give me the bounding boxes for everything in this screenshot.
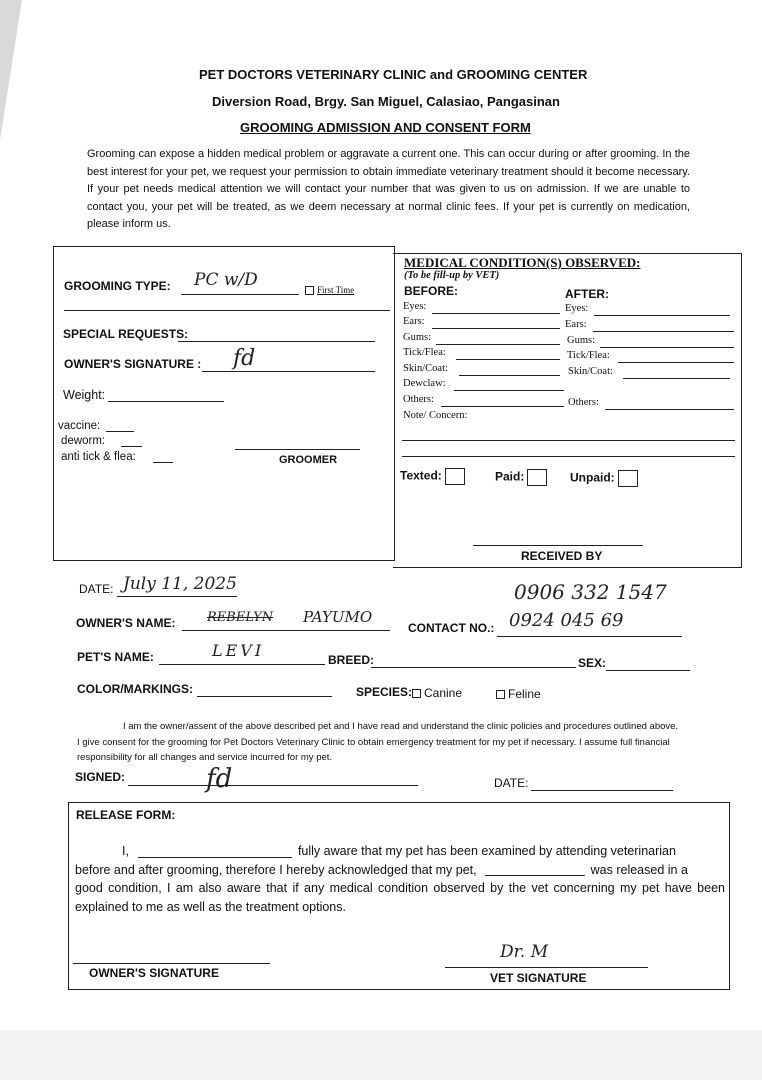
release-title: RELEASE FORM: <box>76 808 176 822</box>
special-requests-line[interactable] <box>178 341 375 342</box>
deworm-label: deworm: <box>61 435 106 447</box>
owner-last-name: PAYUMO <box>303 608 373 626</box>
sex-line[interactable] <box>606 670 690 671</box>
clinic-address: Diversion Road, Brgy. San Miguel, Calasiao, Pangasinan <box>212 94 560 109</box>
vaccine-label: vaccine: <box>58 420 101 432</box>
texted-option[interactable] <box>400 468 465 485</box>
medical-subtitle: (To be fill-up by VET) <box>404 270 500 281</box>
form-title: GROOMING ADMISSION AND CONSENT FORM <box>240 120 531 135</box>
after-label: AFTER: <box>565 287 609 301</box>
after-tick-line[interactable] <box>618 362 734 363</box>
clinic-name: PET DOCTORS VETERINARY CLINIC and GROOMING CENTER <box>199 67 588 82</box>
breed-line[interactable] <box>371 667 576 668</box>
release-line-1 <box>75 842 725 861</box>
consent-text: I am the owner/assent of the above described pet and I have read and understand the clinic policies and procedures outlined above. I give consent for the grooming for Pet Doctors Veterinary Clinic to obtain emergency treatment for my pet if necessary. I assume full financial responsibility for all changes and service incurred for my pet. <box>77 721 679 763</box>
after-gums-label: Gums: <box>567 335 596 346</box>
note-line-2[interactable] <box>402 456 735 457</box>
groomer-line[interactable] <box>235 449 360 450</box>
breed-label: BREED: <box>328 653 375 667</box>
before-label: BEFORE: <box>404 284 458 298</box>
after-tick-label: Tick/Flea: <box>567 350 610 361</box>
owner-name-line[interactable] <box>182 630 390 631</box>
paid-option[interactable] <box>495 469 547 486</box>
feline-label: Feline <box>508 687 541 701</box>
before-eyes-line[interactable] <box>432 313 560 314</box>
first-time-option[interactable] <box>305 285 354 295</box>
before-skin-label: Skin/Coat: <box>403 363 448 374</box>
date-line[interactable] <box>117 596 237 597</box>
unpaid-label: Unpaid: <box>570 470 615 485</box>
signed-date-label: DATE: <box>494 776 529 790</box>
before-gums-line[interactable] <box>436 344 560 345</box>
weight-label: Weight: <box>63 388 106 402</box>
intro-paragraph: Grooming can expose a hidden medical problem or aggravate a current one. This can occur during or after grooming. In the best interest for your pet, we request your permission to obtain immediate veterinary treatment should it become necessary. If your pet needs medical attention we will contact your number that was given to us on admission. If we are unable to contact you, your pet will be treated, as we deem necessary at normal clinic fees. If your pet is currently on medication, please inform us. <box>87 148 690 231</box>
canine-label: Canine <box>424 686 463 700</box>
paid-checkbox[interactable] <box>527 469 547 486</box>
pet-name-value: LEVI <box>212 641 265 660</box>
texted-label: Texted: <box>400 468 442 483</box>
date-label: DATE: <box>79 582 114 596</box>
after-skin-line[interactable] <box>623 378 730 379</box>
signed-date-line[interactable] <box>531 790 673 791</box>
weight-line[interactable] <box>108 401 224 402</box>
owner-signature-line[interactable] <box>202 371 375 372</box>
after-eyes-line[interactable] <box>594 315 730 316</box>
first-time-label: First Time <box>317 285 355 295</box>
release-l2-a: before and after grooming, therefore I hereby acknowledged that my pet, <box>75 862 477 877</box>
special-requests-label: SPECIAL REQUESTS: <box>63 327 189 341</box>
after-skin-label: Skin/Coat: <box>568 366 613 377</box>
vet-signature-label: VET SIGNATURE <box>490 971 587 985</box>
after-ears-line[interactable] <box>593 331 734 332</box>
unpaid-checkbox[interactable] <box>618 470 638 487</box>
vaccine-line[interactable] <box>106 431 134 432</box>
anti-tick-label: anti tick & flea: <box>61 451 136 463</box>
anti-tick-line[interactable] <box>153 462 173 463</box>
release-owner-signature-label: OWNER'S SIGNATURE <box>89 966 219 980</box>
sex-label: SEX: <box>578 656 607 670</box>
date-value: July 11, 2025 <box>123 574 237 594</box>
texted-checkbox[interactable] <box>445 468 465 485</box>
after-others-label: Others: <box>568 397 599 408</box>
owner-name-label: OWNER'S NAME: <box>76 616 176 630</box>
release-l3: good condition, I am also aware that if any medical condition observed by the vet concerning my pet have been explained to me as well as the treatment options. <box>75 881 725 914</box>
feline-option[interactable] <box>496 687 541 701</box>
folded-corner <box>0 0 22 140</box>
before-dewclaw-label: Dewclaw: <box>403 378 446 389</box>
color-markings-label: COLOR/MARKINGS: <box>77 682 193 696</box>
grooming-type-label: GROOMING TYPE: <box>64 279 171 293</box>
vet-signature-line[interactable] <box>445 967 648 968</box>
after-others-line[interactable] <box>605 409 734 410</box>
paid-label: Paid: <box>495 469 525 484</box>
release-text <box>75 842 725 916</box>
after-gums-line[interactable] <box>600 347 734 348</box>
release-l2-b: was released in a <box>590 862 688 877</box>
contact-value: 0924 045 69 <box>509 610 624 631</box>
signed-label: SIGNED: <box>75 770 126 784</box>
signed-value: fd <box>206 764 233 794</box>
before-tick-label: Tick/Flea: <box>403 347 446 358</box>
phone-handwritten: 0906 332 1547 <box>514 580 667 604</box>
feline-checkbox[interactable] <box>496 690 505 699</box>
canine-checkbox[interactable] <box>412 689 421 698</box>
grooming-type-line-2 <box>64 310 390 311</box>
before-gums-label: Gums: <box>403 332 432 343</box>
before-dewclaw-line[interactable] <box>454 390 564 391</box>
color-markings-line[interactable] <box>197 696 332 697</box>
canine-option[interactable] <box>412 686 462 700</box>
before-ears-label: Ears: <box>403 316 425 327</box>
before-others-line[interactable] <box>441 406 564 407</box>
received-by-line[interactable] <box>473 545 643 546</box>
pet-name-label: PET'S NAME: <box>77 650 154 664</box>
release-owner-signature-line[interactable] <box>73 963 270 964</box>
vet-signature-value: Dr. M <box>500 942 549 962</box>
contact-label: CONTACT NO.: <box>408 621 495 635</box>
note-label: Note/ Concern: <box>403 410 468 421</box>
after-eyes-label: Eyes: <box>565 303 589 314</box>
before-others-label: Others: <box>403 394 434 405</box>
before-skin-line[interactable] <box>459 375 560 376</box>
before-ears-line[interactable] <box>432 328 560 329</box>
before-eyes-label: Eyes: <box>403 301 427 312</box>
release-line-2 <box>75 861 725 880</box>
grooming-type-line <box>181 294 299 295</box>
release-l1-a: I, <box>122 844 129 858</box>
groomer-label: GROOMER <box>279 454 338 466</box>
received-by-label: RECEIVED BY <box>521 549 603 563</box>
signed-line[interactable] <box>128 785 418 786</box>
owner-signature-label: OWNER'S SIGNATURE : <box>64 357 202 371</box>
note-line-1[interactable] <box>402 440 735 441</box>
before-tick-line[interactable] <box>456 359 560 360</box>
pet-name-line[interactable] <box>159 664 325 665</box>
owner-first-name: REBELYN <box>207 610 274 625</box>
species-label: SPECIES: <box>356 685 413 699</box>
release-owner-name-blank[interactable] <box>138 857 292 858</box>
medical-title: MEDICAL CONDITION(S) OBSERVED: <box>404 255 641 270</box>
after-ears-label: Ears: <box>565 319 587 330</box>
contact-line[interactable] <box>497 636 682 637</box>
deworm-line[interactable] <box>121 446 142 447</box>
first-time-checkbox[interactable] <box>305 286 314 295</box>
release-l1-b: fully aware that my pet has been examined by attending veterinarian <box>297 844 676 858</box>
unpaid-option[interactable] <box>570 470 638 487</box>
release-pet-name-blank[interactable] <box>485 875 585 876</box>
owner-signature-value: fd <box>233 346 256 371</box>
grooming-type-value[interactable]: PC w/D <box>194 270 258 290</box>
